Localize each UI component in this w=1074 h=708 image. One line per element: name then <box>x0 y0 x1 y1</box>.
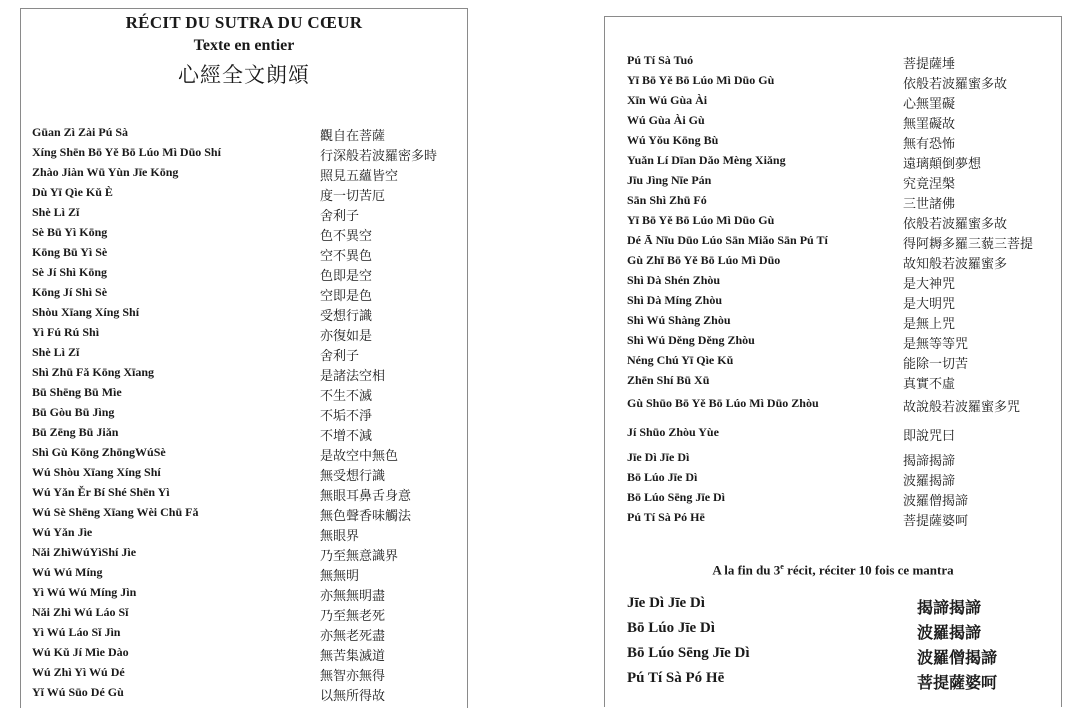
pinyin-text: Bū Shēng Bū Mìe <box>32 385 122 399</box>
pinyin-text: Yì Fú Rú Shì <box>32 325 100 339</box>
pinyin-text: Bō Lúo Sēng Jīe Dì <box>627 645 750 661</box>
pinyin-text: Pú Tí Sà Pó Hē <box>627 670 725 686</box>
pinyin-text: Zhēn Shí Bū Xū <box>627 373 710 387</box>
pinyin-text: Dù Yī Qìe Kǔ È <box>32 185 113 199</box>
pinyin-text: Pú Tí Sà Pó Hē <box>627 510 705 524</box>
pinyin-text: Jīe Dì Jīe Dì <box>627 595 705 611</box>
chinese-text: 菩提薩婆呵 <box>903 514 969 529</box>
chinese-text: 色不異空 <box>320 229 373 244</box>
chinese-text: 波羅揭諦 <box>917 623 982 642</box>
pinyin-text: Gūan Zì Zài Pú Sà <box>32 125 129 139</box>
chinese-text: 揭諦揭諦 <box>917 598 982 617</box>
pinyin-text: Jīe Dì Jīe Dì <box>627 450 690 464</box>
right-page <box>604 16 1062 707</box>
chinese-text: 乃至無意識界 <box>320 549 399 564</box>
pinyin-text: Kōng Bū Yì Sè <box>32 245 108 259</box>
pinyin-text: Jí Shūo Zhòu Yùe <box>627 425 719 439</box>
pinyin-text: Wú Kǔ Jí Mìe Dào <box>32 645 129 659</box>
chinese-text: 故知般若波羅蜜多 <box>903 257 1008 272</box>
pinyin-text: Bō Lúo Jīe Dì <box>627 620 715 636</box>
note-text-after: récit, réciter 10 fois ce mantra <box>783 562 954 578</box>
chinese-text: 揭諦揭諦 <box>903 454 956 469</box>
chinese-text: 波羅僧揭諦 <box>903 494 969 509</box>
chinese-text: 波羅僧揭諦 <box>917 648 998 667</box>
note-superscript: e <box>780 562 784 571</box>
chinese-text: 不垢不淨 <box>320 409 373 424</box>
chinese-text: 空不異色 <box>320 249 373 264</box>
chinese-text: 亦無無明盡 <box>320 589 386 604</box>
pinyin-text: Bō Lúo Jīe Dì <box>627 470 698 484</box>
pinyin-text: Wú Wú Míng <box>32 565 103 579</box>
pinyin-text: Yì Wú Wú Míng Jìn <box>32 585 137 599</box>
chinese-text: 色即是空 <box>320 269 373 284</box>
pinyin-text: Shì Wú Shàng Zhòu <box>627 313 731 327</box>
chinese-text: 是大明咒 <box>903 297 956 312</box>
chinese-text: 無受想行識 <box>320 469 386 484</box>
pinyin-text: Wú Sè Shēng Xīang Wèi Chū Fǎ <box>32 505 199 519</box>
pinyin-text: Jīu Jìng Nīe Pán <box>627 173 712 187</box>
page-title: RÉCIT DU SUTRA DU CŒUR <box>125 13 363 32</box>
chinese-text: 無眼耳鼻舌身意 <box>320 489 412 504</box>
pinyin-text: Shè Lì Zǐ <box>32 345 80 359</box>
pinyin-text: Néng Chú Yī Qìe Kǔ <box>627 353 734 367</box>
chinese-text: 觀自在菩薩 <box>320 129 386 144</box>
chinese-text: 依般若波羅蜜多故 <box>903 77 1008 92</box>
pinyin-text: Shòu Xīang Xíng Shí <box>32 305 140 319</box>
chinese-text: 能除一切苦 <box>903 357 969 372</box>
chinese-text: 以無所得故 <box>320 689 386 704</box>
pinyin-text: Shè Lì Zǐ <box>32 205 80 219</box>
chinese-text: 無罣礙故 <box>903 117 956 132</box>
chinese-text: 故說般若波羅蜜多咒 <box>903 400 1021 415</box>
chinese-text: 無苦集滅道 <box>320 649 386 664</box>
chinese-text: 無有恐怖 <box>903 137 956 152</box>
pinyin-text: Gù Zhī Bō Yě Bō Lúo Mì Dūo <box>627 253 781 267</box>
chinese-text: 是諸法空相 <box>320 369 386 384</box>
pinyin-text: Pú Tí Sà Tuó <box>627 53 694 67</box>
pinyin-text: Yuǎn Lí Dīan Dǎo Mèng Xiǎng <box>627 153 786 167</box>
chinese-text: 無無明 <box>320 569 360 584</box>
pinyin-text: Yì Wú Láo Sǐ Jìn <box>32 625 121 639</box>
chinese-text: 受想行識 <box>320 309 373 324</box>
chinese-text: 行深般若波羅密多時 <box>320 149 438 164</box>
note-text-before: A la fin du 3 <box>712 562 781 578</box>
pinyin-text: Wú Zhì Yì Wú Dé <box>32 665 125 679</box>
chinese-text: 無色聲香味觸法 <box>320 509 412 524</box>
chinese-text: 空即是色 <box>320 289 373 304</box>
pinyin-text: Sè Jí Shì Kōng <box>32 265 108 279</box>
pinyin-text: Kōng Jí Shì Sè <box>32 285 108 299</box>
chinese-text: 亦無老死盡 <box>320 629 386 644</box>
chinese-text: 亦復如是 <box>320 329 373 344</box>
mantra-instruction <box>605 562 1061 578</box>
pinyin-text: Wú Yǎn Ěr Bí Shé Shēn Yì <box>32 485 170 499</box>
chinese-text: 得阿耨多羅三藐三菩提 <box>903 237 1034 252</box>
pinyin-text: Bū Gòu Bū Jìng <box>32 405 115 419</box>
pinyin-text: Shì Dà Shén Zhòu <box>627 273 721 287</box>
pinyin-text: Yī Bō Yě Bō Lúo Mì Dūo Gù <box>627 213 775 227</box>
chinese-text: 照見五蘊皆空 <box>320 169 399 184</box>
pinyin-text: Shì Dà Míng Zhòu <box>627 293 723 307</box>
chinese-text: 真實不虛 <box>903 377 956 392</box>
chinese-text: 遠璃顛倒夢想 <box>903 157 982 172</box>
left-page <box>20 8 468 708</box>
chinese-text: 菩提薩埵 <box>903 57 956 72</box>
chinese-text: 度一切苦厄 <box>320 189 386 204</box>
pinyin-text: Bū Zēng Bū Jiǎn <box>32 425 119 439</box>
pinyin-text: Xíng Shēn Bō Yě Bō Lúo Mì Dūo Shí <box>32 145 221 159</box>
chinese-text: 是無上咒 <box>903 317 956 332</box>
pinyin-text: Zhào Jiàn Wū Yùn Jīe Kōng <box>32 165 179 179</box>
pinyin-text: Sè Bū Yì Kōng <box>32 225 108 239</box>
pinyin-text: Bō Lúo Sēng Jīe Dì <box>627 490 726 504</box>
pinyin-text: Shì Zhū Fǎ Kōng Xīang <box>32 365 155 379</box>
pinyin-text: Gù Shūo Bō Yě Bō Lúo Mì Dūo Zhòu <box>627 396 819 410</box>
pinyin-text: Sān Shì Zhū Fó <box>627 193 707 207</box>
chinese-title: 心經全文朗頌 <box>178 63 310 87</box>
chinese-text: 乃至無老死 <box>320 609 386 624</box>
chinese-text: 心無罣礙 <box>903 97 956 112</box>
chinese-text: 菩提薩婆呵 <box>917 673 998 692</box>
chinese-text: 三世諸佛 <box>903 197 956 212</box>
chinese-text: 究竟涅槃 <box>903 177 956 192</box>
chinese-text: 舍利子 <box>320 349 360 364</box>
chinese-text: 不生不滅 <box>320 389 373 404</box>
pinyin-text: Shì Wú Děng Děng Zhòu <box>627 333 755 347</box>
chinese-text: 是無等等咒 <box>903 337 969 352</box>
chinese-text: 依般若波羅蜜多故 <box>903 217 1008 232</box>
chinese-text: 波羅揭諦 <box>903 474 956 489</box>
chinese-text: 是故空中無色 <box>320 449 399 464</box>
chinese-text: 舍利子 <box>320 209 360 224</box>
chinese-text: 即說咒曰 <box>903 429 956 444</box>
pinyin-text: Dé Ā Nīu Dūo Lúo Sān Miǎo Sān Pú Tí <box>627 233 828 247</box>
pinyin-text: Wú Gùa Ài Gù <box>627 113 705 127</box>
pinyin-text: Shì Gù Kōng ZhōngWúSè <box>32 445 166 459</box>
pinyin-text: Wú Yǒu Kōng Bù <box>627 133 719 147</box>
pinyin-text: Wú Shòu Xīang Xíng Shí <box>32 465 161 479</box>
pinyin-text: Xīn Wú Gùa Ài <box>627 93 708 107</box>
chinese-text: 無眼界 <box>320 529 360 544</box>
pinyin-text: Yī Bō Yě Bō Lúo Mì Dūo Gù <box>627 73 775 87</box>
chinese-text: 無智亦無得 <box>320 669 386 684</box>
chinese-text: 是大神咒 <box>903 277 956 292</box>
pinyin-text: Wú Yǎn Jìe <box>32 525 93 539</box>
pinyin-text: Nǎi Zhì Wú Láo Sǐ <box>32 605 129 619</box>
chinese-text: 不增不減 <box>320 429 373 444</box>
pinyin-text: Yǐ Wú Sūo Dé Gù <box>32 685 124 699</box>
pinyin-text: Nǎi ZhìWúYìShí Jìe <box>32 545 137 559</box>
page-subtitle: Texte en entier <box>193 37 295 54</box>
